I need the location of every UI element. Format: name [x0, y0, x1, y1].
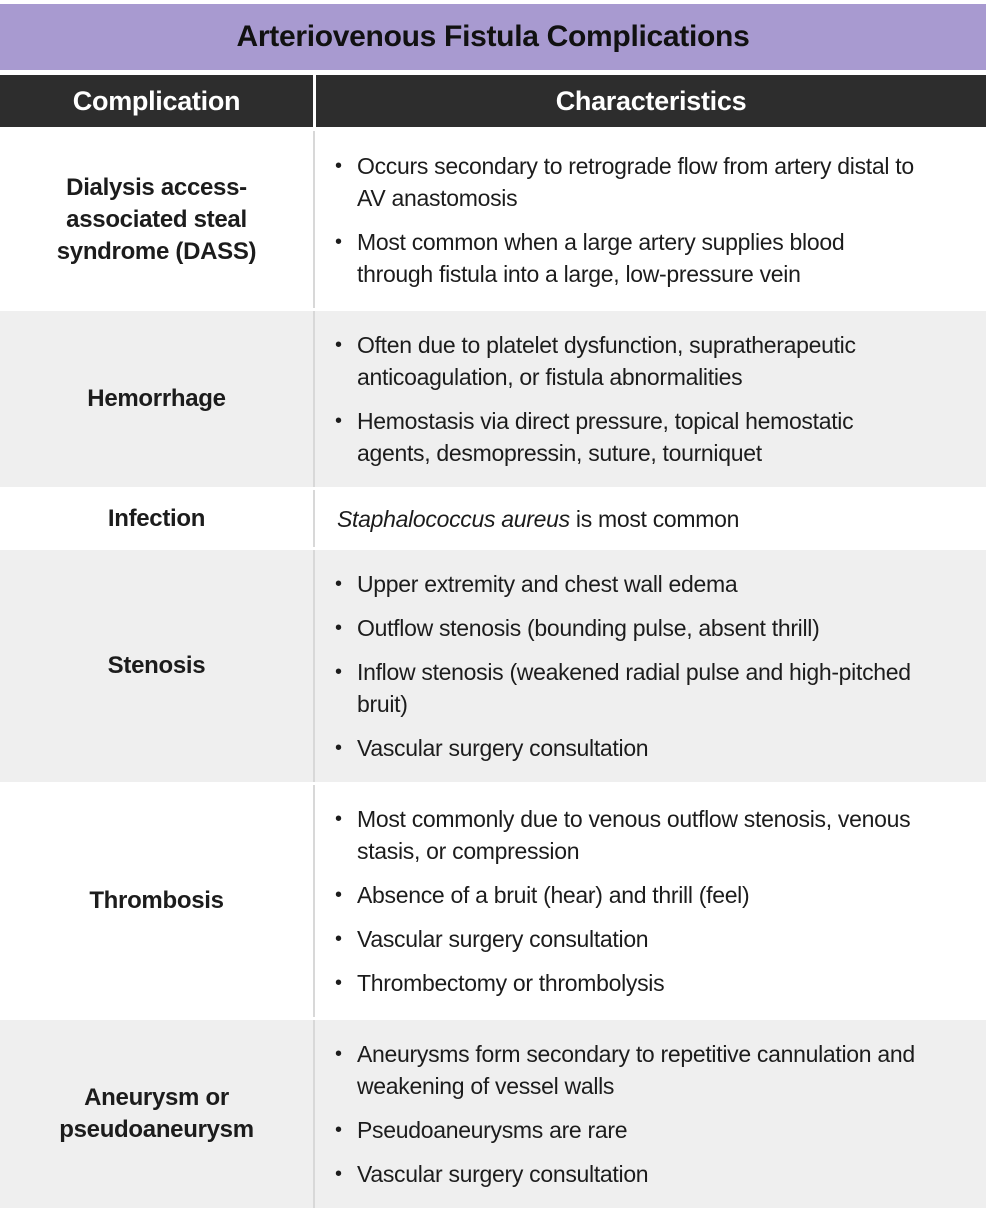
bullet-item — [335, 656, 920, 720]
italic-text-segment: Staphalococcus aureus — [337, 505, 570, 532]
column-header-complication: Complication — [0, 75, 313, 127]
table-row — [0, 131, 986, 308]
bullet-item — [335, 612, 920, 644]
bullet-icon: • — [335, 661, 342, 683]
bullet-icon: • — [335, 808, 342, 830]
text-segment: is most common — [569, 505, 740, 532]
characteristics-cell — [313, 785, 986, 1017]
bullet-text: Upper extremity and chest wall edema — [357, 571, 738, 597]
characteristics-cell — [313, 311, 986, 487]
bullet-item — [335, 803, 920, 867]
complication-name: Dialysis access-associated steal syndrome (DASS) — [56, 173, 257, 265]
bullet-icon: • — [335, 972, 342, 994]
characteristics-text — [335, 503, 920, 535]
table-title: Arteriovenous Fistula Complications — [0, 4, 986, 70]
complication-cell — [0, 490, 313, 547]
table-row — [0, 311, 986, 487]
bullet-text: Vascular surgery consultation — [357, 735, 649, 761]
characteristics-cell — [313, 550, 986, 782]
bullet-text: Often due to platelet dysfunction, supratherapeutic anticoagulation, or fistula abnormalities — [357, 332, 856, 390]
bullet-item — [335, 732, 920, 764]
table-row — [0, 785, 986, 1017]
bullet-text: Outflow stenosis (bounding pulse, absent thrill) — [357, 615, 820, 641]
bullet-icon: • — [335, 884, 342, 906]
bullet-text: Absence of a bruit (hear) and thrill (feel) — [357, 882, 750, 908]
complication-name: Stenosis — [107, 652, 206, 679]
bullet-item — [335, 329, 920, 393]
bullet-icon: • — [335, 1163, 342, 1185]
bullet-item — [335, 405, 920, 469]
complication-name: Hemorrhage — [87, 385, 226, 412]
table-body — [0, 131, 986, 1208]
bullet-text: Inflow stenosis (weakened radial pulse and high-pitched bruit) — [357, 659, 911, 717]
bullet-item — [335, 879, 920, 911]
bullet-text: Hemostasis via direct pressure, topical hemostatic agents, desmopressin, suture, tourniquet — [357, 408, 854, 466]
table-header-row — [0, 75, 986, 127]
bullet-icon: • — [335, 154, 342, 177]
bullet-item — [335, 226, 920, 290]
complication-cell — [0, 131, 313, 308]
characteristics-cell — [313, 490, 986, 547]
bullet-icon: • — [335, 410, 342, 432]
bullet-item — [335, 1114, 920, 1146]
characteristics-cell — [313, 1020, 986, 1208]
bullet-icon: • — [335, 334, 342, 356]
complication-name: Infection — [107, 504, 206, 532]
complication-cell — [0, 785, 313, 1017]
complication-cell — [0, 311, 313, 487]
bullet-text: Most common when a large artery supplies blood through fistula into a large, low-pressure vein — [357, 228, 845, 287]
bullet-icon: • — [335, 230, 342, 253]
table-row — [0, 1020, 986, 1208]
table-row — [0, 550, 986, 782]
bullet-item — [335, 1038, 920, 1102]
complication-cell — [0, 1020, 313, 1208]
bullet-text: Vascular surgery consultation — [357, 926, 649, 952]
bullet-icon: • — [335, 573, 342, 595]
bullet-text: Thrombectomy or thrombolysis — [357, 970, 665, 996]
bullet-text: Pseudoaneurysms are rare — [357, 1117, 628, 1143]
bullet-icon: • — [335, 617, 342, 639]
bullet-item — [335, 967, 920, 999]
complication-cell — [0, 550, 313, 782]
bullet-icon: • — [335, 1043, 342, 1065]
bullet-icon: • — [335, 928, 342, 950]
bullet-icon: • — [335, 737, 342, 759]
bullet-item — [335, 568, 920, 600]
complication-name: Aneurysm or pseudoaneurysm — [59, 1084, 254, 1143]
bullet-text: Occurs secondary to retrograde flow from artery distal to AV anastomosis — [357, 152, 914, 211]
bullet-text: Vascular surgery consultation — [357, 1161, 649, 1187]
bullet-icon: • — [335, 1119, 342, 1141]
table-row — [0, 490, 986, 547]
bullet-text: Most commonly due to venous outflow stenosis, venous stasis, or compression — [357, 806, 911, 864]
bullet-item — [335, 923, 920, 955]
bullet-item — [335, 1158, 920, 1190]
column-header-characteristics: Characteristics — [316, 75, 986, 127]
bullet-item — [335, 150, 920, 214]
characteristics-cell — [313, 131, 986, 308]
bullet-text: Aneurysms form secondary to repetitive cannulation and weakening of vessel walls — [357, 1041, 915, 1099]
complication-name: Thrombosis — [89, 887, 224, 914]
